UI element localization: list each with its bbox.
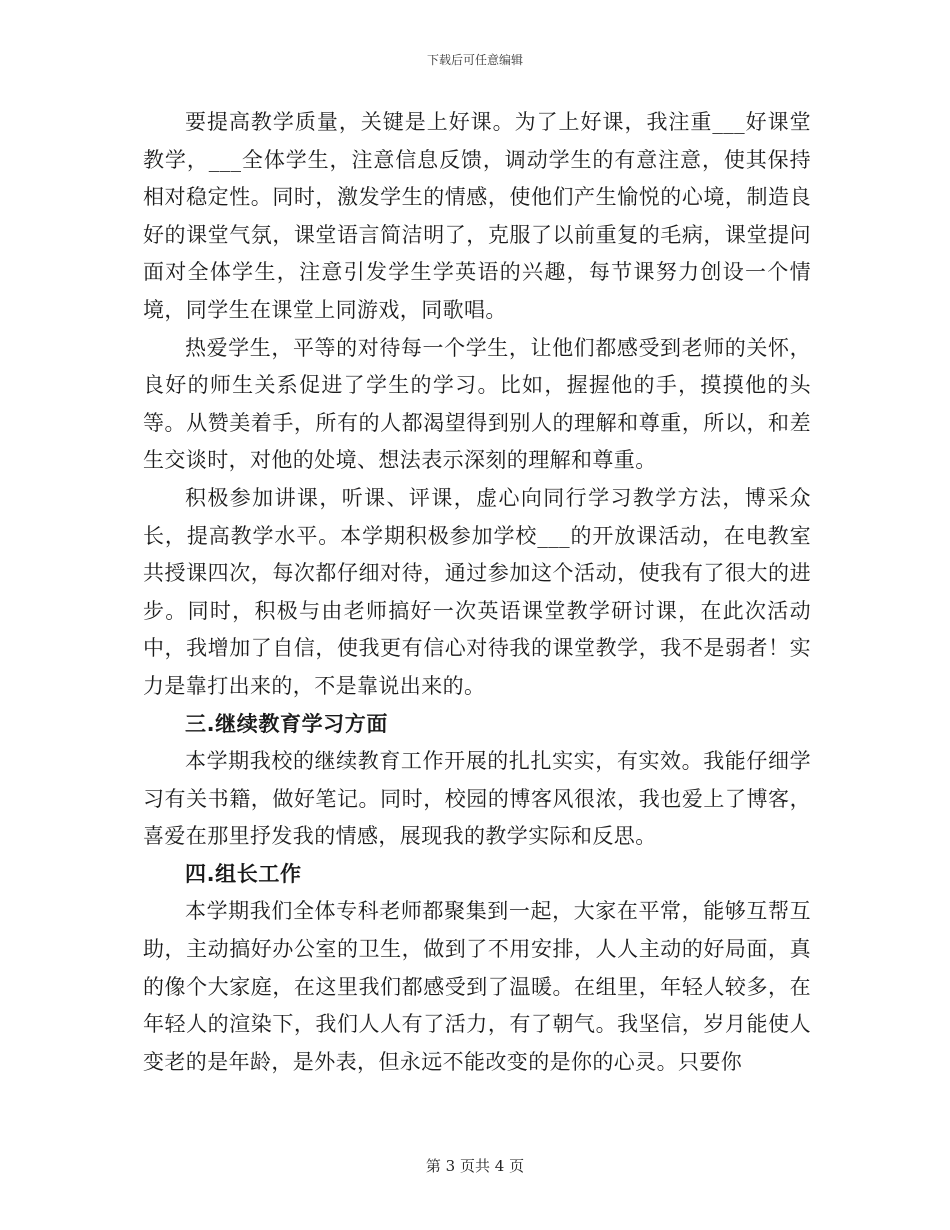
section-heading-continuing-education: 三.继续教育学习方面 xyxy=(185,711,388,736)
document-body xyxy=(143,104,811,1081)
page-number-footer: 第 3 页共 4 页 xyxy=(425,1157,525,1175)
section-heading-group-leader: 四.组长工作 xyxy=(185,861,302,886)
page-header: 下载后可任意编辑 xyxy=(426,53,523,67)
paragraph-continuing-education: 本学期我校的继续教育工作开展的扎扎实实，有实效。我能仔细学习有关书籍，做好笔记。同时，校园的博客风很浓，我也爱上了博客，喜爱在那里抒发我的情感，展现我的教学实际和反思。 xyxy=(143,749,811,849)
paragraph-love-students: 热爱学生，平等的对待每一个学生，让他们都感受到老师的关怀，良好的师生关系促进了学生的学习。比如，握握他的手，摸摸他的头等。从赞美着手，所有的人都渴望得到别人的理解和尊重，所以，和差生交谈时，对他的处境、想法表示深刻的理解和尊重。 xyxy=(143,335,811,473)
paragraph-lectures: 积极参加讲课，听课、评课，虚心向同行学习教学方法，博采众长，提高教学水平。本学期积极参加学校___的开放课活动，在电教室共授课四次，每次都仔细对待，通过参加这个活动，使我有了很大的进步。同时，积极与由老师搞好一次英语课堂教学研讨课，在此次活动中，我增加了自信，使我更有信心对待我的课堂教学，我不是弱者！实力是靠打出来的，不是靠说出来的。 xyxy=(143,485,811,698)
paragraph-group-leader: 本学期我们全体专科老师都聚集到一起，大家在平常，能够互帮互助，主动搞好办公室的卫生，做到了不用安排，人人主动的好局面，真的像个大家庭，在这里我们都感受到了温暖。在组里，年轻人较多，在年轻人的渲染下，我们人人有了活力，有了朝气。我坚信，岁月能使人变老的是年龄，是外表，但永远不能改变的是你的心灵。只要你 xyxy=(143,899,811,1074)
paragraph-teaching-quality: 要提高教学质量，关键是上好课。为了上好课，我注重___好课堂教学，___全体学生，注意信息反馈，调动学生的有意注意，使其保持相对稳定性。同时，激发学生的情感，使他们产生愉悦的心境，制造良好的课堂气氛，课堂语言简洁明了，克服了以前重复的毛病，课堂提问面对全体学生，注意引发学生学英语的兴趣，每节课努力创设一个情境，同学生在课堂上同游戏，同歌唱。 xyxy=(143,110,811,322)
